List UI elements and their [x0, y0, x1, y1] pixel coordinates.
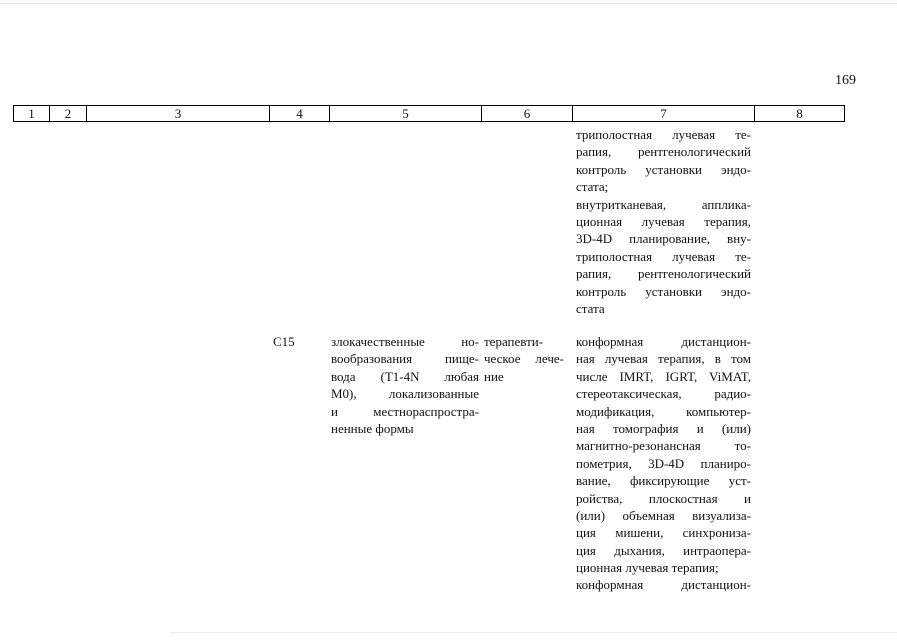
header-col-2: 2	[50, 106, 87, 121]
text-line: ционная лучевая терапия;	[576, 560, 719, 576]
text-line: конформная дистанцион-	[576, 334, 751, 349]
text-line: ная лучевая терапия, в том	[576, 351, 751, 367]
text-line: злокачественные но-	[331, 334, 479, 349]
text-line: числе IMRT, IGRT, ViMAT,	[576, 368, 751, 384]
text-line: M0), локализованные	[331, 386, 479, 402]
text-line: и местнораспростра-	[331, 403, 479, 419]
text-line: стереотаксическая, радио-	[576, 386, 751, 402]
text-line: конформная дистанцион-	[576, 577, 751, 593]
text-line: терапевти-	[484, 334, 544, 349]
text-line: рапия, рентгенологический	[576, 266, 751, 282]
text-line: вообразования пище-	[331, 351, 479, 367]
header-col-7: 7	[573, 106, 755, 121]
text-line: ние	[484, 368, 504, 384]
scan-edge-bottom	[170, 632, 897, 633]
text-line: стата	[576, 300, 605, 316]
text-line: магнитно-резонансная то-	[576, 438, 751, 454]
text-line: триполостная лучевая те-	[576, 248, 751, 264]
text-line: модификация, компьютер-	[576, 403, 751, 419]
text-line: ческое лече-	[484, 351, 564, 367]
text-line: пометрия, 3D-4D планиро-	[576, 455, 751, 471]
header-col-4: 4	[270, 106, 330, 121]
page-number: 169	[835, 73, 856, 88]
text-line: ционная лучевая терапия,	[576, 213, 751, 229]
text-line: ненные формы	[331, 420, 414, 436]
text-line: вода (T1-4N любая	[331, 368, 479, 384]
c15-col5-text	[331, 333, 479, 437]
text-line: (или) объемная визуализа-	[576, 507, 751, 523]
text-line: триполостная лучевая те-	[576, 127, 751, 142]
header-col-5: 5	[330, 106, 482, 121]
text-line: контроль установки эндо-	[576, 283, 751, 299]
header-col-1: 1	[14, 106, 50, 121]
text-line: ция дыхания, интраопера-	[576, 542, 751, 558]
header-col-3: 3	[87, 106, 270, 121]
header-col-6: 6	[482, 106, 573, 121]
text-line: ная томография и (или)	[576, 420, 751, 436]
c15-col6-text	[484, 333, 564, 385]
c15-col7-text	[576, 333, 751, 594]
scan-edge-top	[0, 3, 897, 4]
text-line: стата;	[576, 179, 609, 195]
header-col-8: 8	[796, 106, 803, 121]
text-line: вание, фиксирующие уст-	[576, 473, 751, 489]
table-header-row	[13, 105, 845, 122]
diagnosis-code: C15	[273, 334, 295, 349]
c15-code	[273, 333, 313, 350]
text-line: внутритканевая, апплика-	[576, 196, 751, 212]
text-line: 3D-4D планирование, вну-	[576, 231, 751, 247]
text-line: контроль установки эндо-	[576, 161, 751, 177]
text-line: ройства, плоскостная и	[576, 490, 751, 506]
continued-col7-text	[576, 126, 751, 317]
text-line: ция мишени, синхрониза-	[576, 525, 751, 541]
text-line: рапия, рентгенологический	[576, 144, 751, 160]
